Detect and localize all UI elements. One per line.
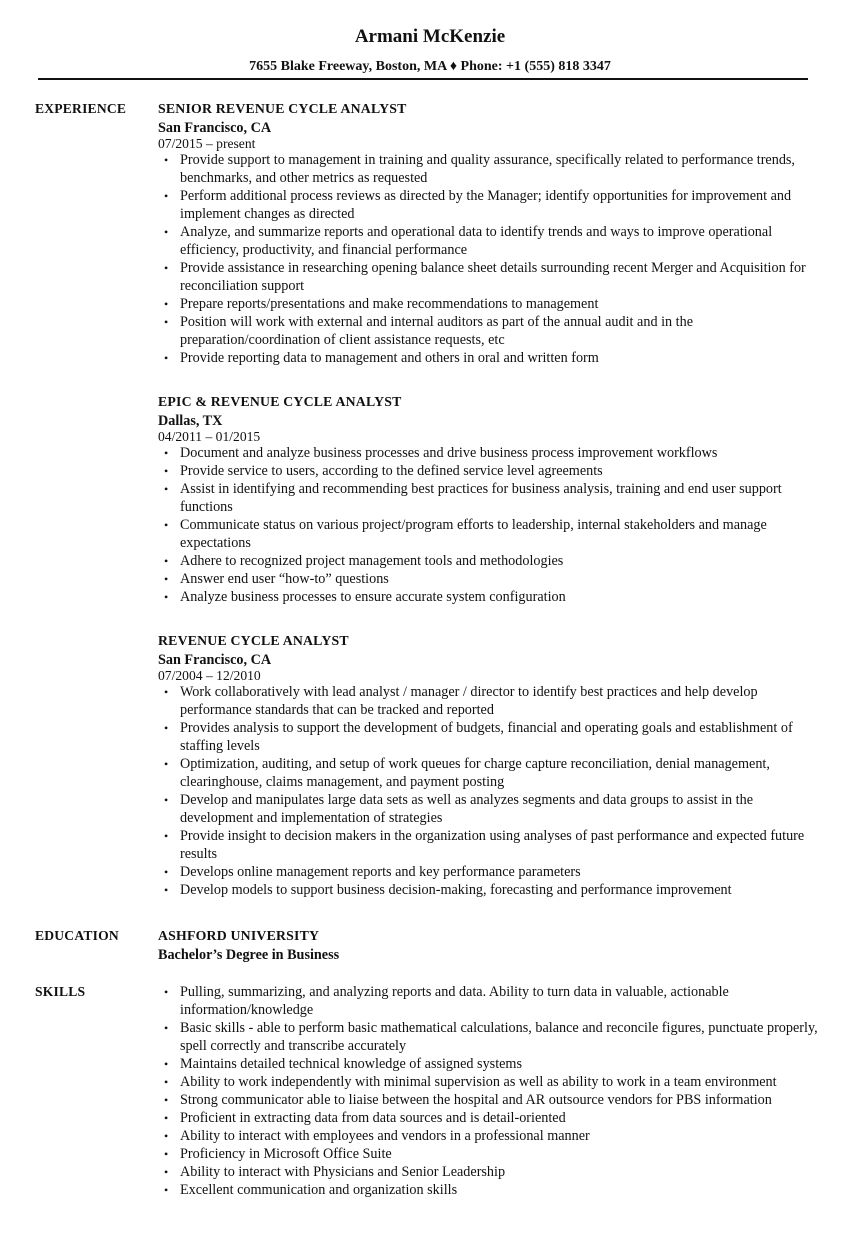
bullet-icon: •: [164, 464, 169, 478]
bullet-icon: •: [164, 1147, 169, 1161]
bullet-icon: •: [164, 985, 169, 999]
education-label: EDUCATION: [35, 928, 119, 943]
bullet-icon: •: [164, 1057, 169, 1071]
job-location: San Francisco, CA: [158, 652, 272, 668]
candidate-name: Armani McKenzie: [354, 26, 506, 47]
bullet-icon: •: [164, 554, 169, 568]
skill-item: • Basic skills - able to perform basic mathematical calculations, balance and reconcile figures, punctuate properly, spell correctly and transcribe accurately: [164, 1020, 818, 1054]
education-body: [158, 927, 820, 964]
job-entry: [158, 100, 820, 367]
bullet-item: • Analyze business processes to ensure accurate system configuration: [164, 589, 566, 605]
degree: Bachelor’s Degree in Business: [158, 947, 340, 963]
skill-item: • Ability to interact with Physicians and Senior Leadership: [164, 1164, 506, 1180]
bullet-icon: •: [164, 1165, 169, 1179]
experience-body: [158, 100, 820, 899]
job-title: EPIC & REVENUE CYCLE ANALYST: [158, 394, 402, 409]
bullet-icon: •: [164, 1111, 169, 1125]
skill-item: • Proficient in extracting data from data sources and is detail-oriented: [164, 1110, 566, 1126]
bullet-item: • Provides analysis to support the development of budgets, financial and operating goals and establishment of staffing levels: [164, 720, 793, 754]
skill-item: • Pulling, summarizing, and analyzing reports and data. Ability to turn data in valuable, actionable information/knowledge: [164, 984, 729, 1018]
bullet-icon: •: [164, 865, 169, 879]
bullet-icon: •: [164, 590, 169, 604]
bullet-icon: •: [164, 297, 169, 311]
bullet-item: • Analyze, and summarize reports and operational data to identify trends and ways to improve operational efficiency, productivity, and financial performance: [164, 224, 773, 258]
bullet-item: • Optimization, auditing, and setup of work queues for charge capture reconciliation, denial management, clearinghouse, claims management, and payment posting: [164, 756, 770, 790]
bullet-icon: •: [164, 225, 169, 239]
bullet-item: • Position will work with external and internal auditors as part of the annual audit and in the preparation/coordination of client assistance requests, etc: [164, 314, 693, 348]
bullet-icon: •: [164, 572, 169, 586]
bullet-item: • Provide service to users, according to the defined service level agreements: [164, 463, 603, 479]
bullet-icon: •: [164, 721, 169, 735]
skills-list: [158, 983, 820, 1199]
bullet-item: • Provide reporting data to management and others in oral and written form: [164, 350, 599, 366]
bullet-icon: •: [164, 518, 169, 532]
bullet-item: • Assist in identifying and recommending best practices for business analysis, training and end user support functions: [164, 481, 782, 515]
bullet-icon: •: [164, 685, 169, 699]
bullet-icon: •: [164, 153, 169, 167]
bullet-item: • Work collaboratively with lead analyst / manager / director to identify best practices and help develop performance standards that can be tracked and reported: [164, 684, 758, 718]
bullet-icon: •: [164, 315, 169, 329]
bullet-icon: •: [164, 793, 169, 807]
job-entry: [158, 393, 820, 606]
job-bullets: [158, 683, 820, 899]
bullet-item: • Provide insight to decision makers in the organization using analyses of past performance and expected future results: [164, 828, 805, 862]
job-title: SENIOR REVENUE CYCLE ANALYST: [158, 101, 407, 116]
bullet-item: • Develop models to support business decision-making, forecasting and performance improvement: [164, 882, 732, 898]
job-location: San Francisco, CA: [158, 120, 272, 136]
bullet-item: • Provide support to management in training and quality assurance, specifically related to performance trends, benchmarks, and other metrics as requested: [164, 152, 795, 186]
bullet-item: • Prepare reports/presentations and make recommendations to management: [164, 296, 599, 312]
education-section: [0, 927, 860, 964]
skill-item: • Strong communicator able to liaise between the hospital and AR outsource vendors for PBS information: [164, 1092, 772, 1108]
experience-section: [0, 100, 860, 899]
bullet-icon: •: [164, 1021, 169, 1035]
bullet-icon: •: [164, 189, 169, 203]
bullet-item: • Provide assistance in researching opening balance sheet details surrounding recent Merger and Acquisition for reconciliation support: [164, 260, 806, 294]
job-bullets: [158, 151, 820, 367]
bullet-item: • Develops online management reports and key performance parameters: [164, 864, 581, 880]
bullet-item: • Document and analyze business processes and drive business process improvement workflows: [164, 445, 718, 461]
skill-item: • Proficiency in Microsoft Office Suite: [164, 1146, 392, 1162]
resume-header: [0, 0, 860, 76]
skills-section: [0, 983, 860, 1199]
bullet-item: • Answer end user “how-to” questions: [164, 571, 389, 587]
skill-item: • Maintains detailed technical knowledge of assigned systems: [164, 1056, 522, 1072]
job-title: REVENUE CYCLE ANALYST: [158, 633, 349, 648]
bullet-icon: •: [164, 482, 169, 496]
bullet-icon: •: [164, 883, 169, 897]
job-dates: 07/2015 – present: [158, 136, 256, 151]
skill-item: • Ability to interact with employees and vendors in a professional manner: [164, 1128, 590, 1144]
contact-line: 7655 Blake Freeway, Boston, MA ♦ Phone: +1 (555) 818 3347: [249, 59, 611, 74]
bullet-icon: •: [164, 1183, 169, 1197]
bullet-icon: •: [164, 446, 169, 460]
skills-label: SKILLS: [35, 984, 86, 999]
job-entry: [158, 632, 820, 899]
bullet-icon: •: [164, 829, 169, 843]
bullet-icon: •: [164, 1129, 169, 1143]
bullet-icon: •: [164, 1093, 169, 1107]
skill-item: • Ability to work independently with minimal supervision as well as ability to work in a team environment: [164, 1074, 777, 1090]
bullet-item: • Perform additional process reviews as directed by the Manager; identify opportunities for improvement and implement changes as directed: [164, 188, 792, 222]
experience-label: EXPERIENCE: [35, 101, 127, 116]
skill-item: • Excellent communication and organization skills: [164, 1182, 458, 1198]
job-dates: 04/2011 – 01/2015: [158, 429, 261, 444]
job-location: Dallas, TX: [158, 413, 223, 429]
bullet-item: • Develop and manipulates large data sets as well as analyzes segments and data groups to assist in the development and implementation of strategies: [164, 792, 753, 826]
job-bullets: [158, 444, 820, 606]
skills-body: [158, 983, 820, 1199]
bullet-icon: •: [164, 261, 169, 275]
bullet-icon: •: [164, 757, 169, 771]
bullet-item: • Communicate status on various project/program efforts to leadership, internal stakeholders and manage expectations: [164, 517, 767, 551]
bullet-icon: •: [164, 351, 169, 365]
school-name: ASHFORD UNIVERSITY: [158, 928, 320, 943]
job-dates: 07/2004 – 12/2010: [158, 668, 261, 683]
bullet-icon: •: [164, 1075, 169, 1089]
bullet-item: • Adhere to recognized project management tools and methodologies: [164, 553, 564, 569]
